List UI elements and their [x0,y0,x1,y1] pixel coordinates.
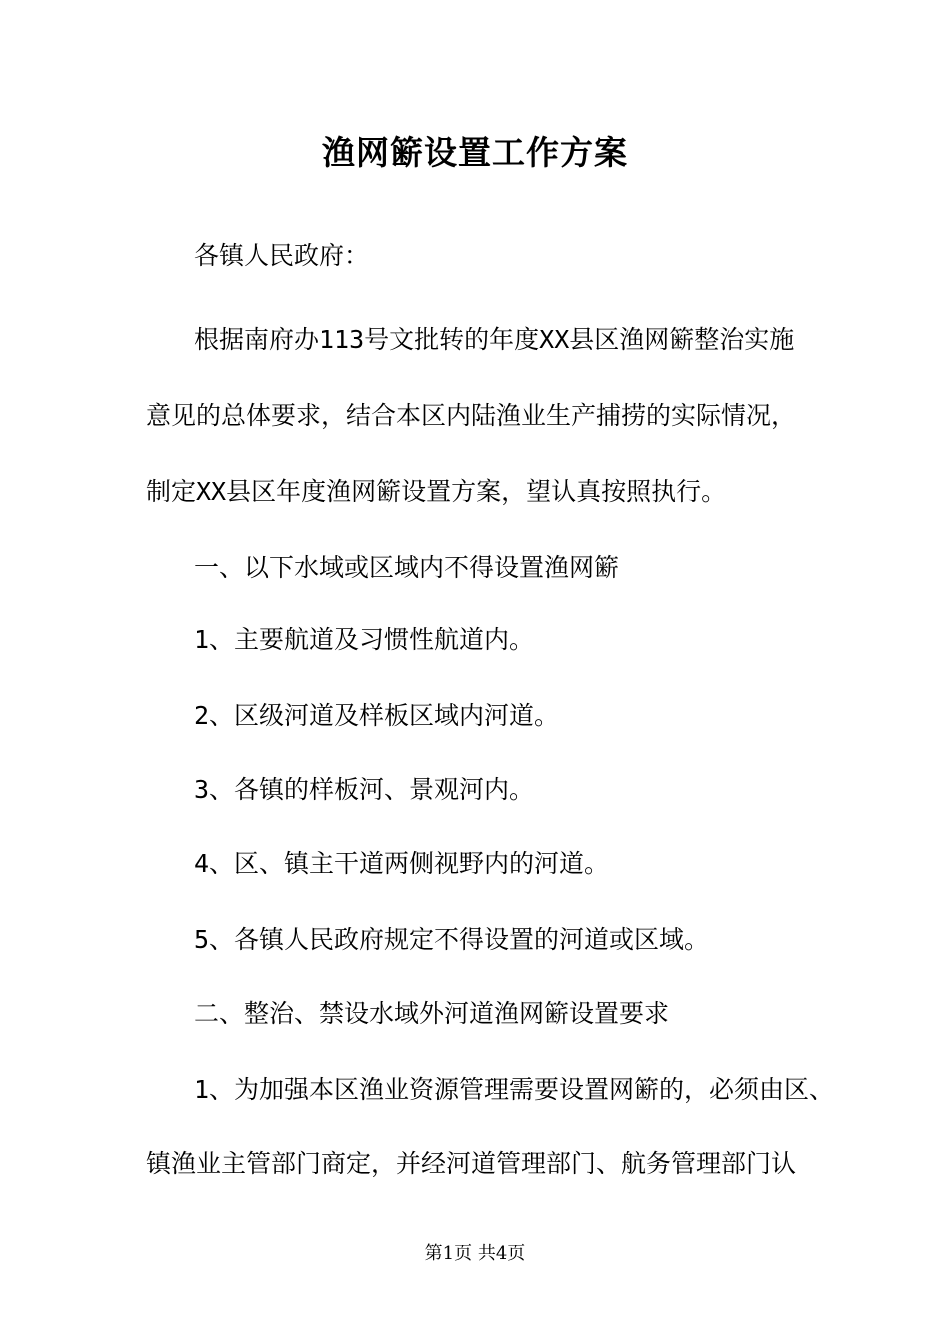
paragraph-line: 1、为加强本区渔业资源管理需要设置网簖的，必须由区、 [194,1075,835,1104]
page-number-footer: 第1页 共4页 [424,1243,526,1264]
section-heading-2: 二、整治、禁设水域外河道渔网簖设置要求 [194,999,670,1028]
salutation-line: 各镇人民政府： [194,241,370,270]
paragraph-line: 镇渔业主管部门商定，并经河道管理部门、航务管理部门认 [146,1149,797,1178]
list-item: 3、各镇的样板河、景观河内。 [194,775,535,804]
list-item: 2、区级河道及样板区域内河道。 [194,701,560,730]
document-title: 渔网簖设置工作方案 [322,133,628,172]
paragraph-line: 根据南府办113号文批转的年度XX县区渔网簖整治实施 [194,325,795,354]
list-item: 1、主要航道及习惯性航道内。 [194,625,535,654]
paragraph-line: 意见的总体要求，结合本区内陆渔业生产捕捞的实际情况， [146,401,797,430]
list-item: 5、各镇人民政府规定不得设置的河道或区域。 [194,925,710,954]
section-heading-1: 一、以下水域或区域内不得设置渔网簖 [194,553,620,582]
list-item: 4、区、镇主干道两侧视野内的河道。 [194,849,610,878]
paragraph-line: 制定XX县区年度渔网簖设置方案，望认真按照执行。 [146,477,727,506]
